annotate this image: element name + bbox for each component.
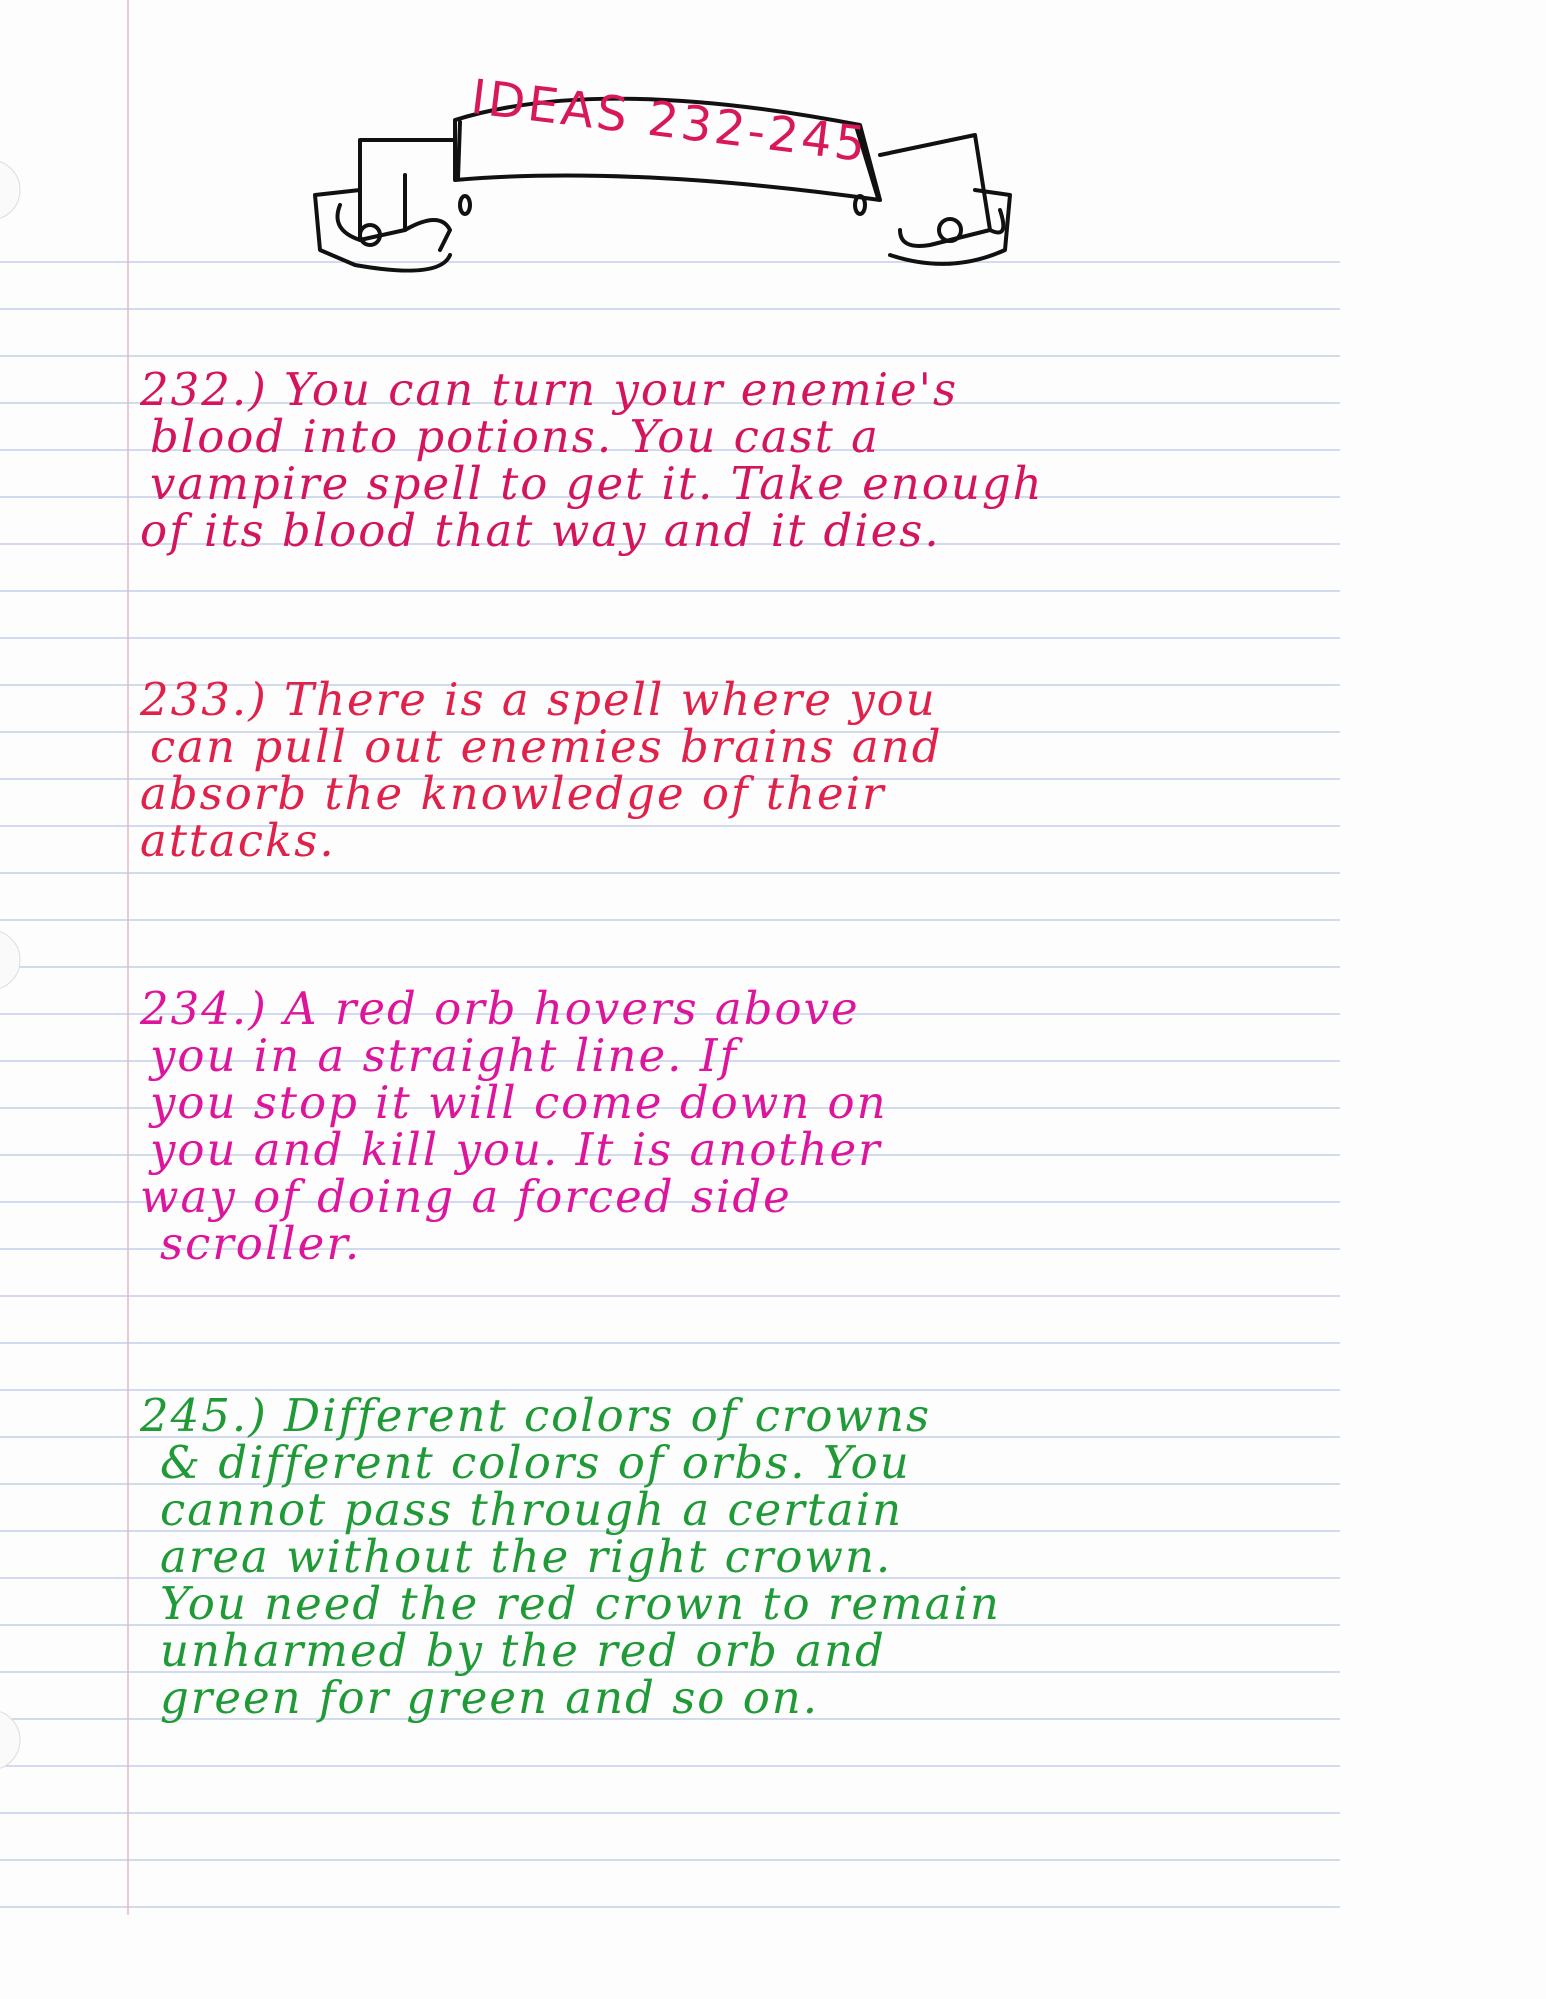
- idea-line: you stop it will come down on: [150, 1076, 888, 1129]
- idea-line: area without the right crown.: [160, 1530, 893, 1583]
- idea-line: 233.) There is a spell where you: [140, 673, 937, 726]
- idea-line: blood into potions. You cast a: [150, 410, 881, 463]
- idea-line: attacks.: [140, 814, 336, 867]
- idea-245: [140, 1389, 1240, 1724]
- idea-line: unharmed by the red orb and: [160, 1624, 886, 1677]
- idea-line: you and kill you. It is another: [150, 1123, 882, 1176]
- idea-line: absorb the knowledge of their: [140, 767, 886, 820]
- idea-line: 232.) You can turn your enemie's: [140, 363, 959, 416]
- idea-line: & different colors of orbs. You: [160, 1436, 911, 1489]
- idea-line: 234.) A red orb hovers above: [140, 982, 860, 1035]
- idea-232: [140, 363, 1240, 557]
- idea-line: scroller.: [160, 1217, 362, 1270]
- page-title: IDEAS 232-245: [468, 69, 872, 174]
- idea-line: of its blood that way and it dies.: [140, 504, 941, 557]
- idea-line: vampire spell to get it. Take enough: [150, 457, 1044, 510]
- idea-line: can pull out enemies brains and: [150, 720, 943, 773]
- idea-line: 245.) Different colors of crowns: [140, 1389, 932, 1442]
- idea-234: [140, 982, 1240, 1270]
- idea-line: green for green and so on.: [160, 1671, 820, 1724]
- idea-line: You need the red crown to remain: [160, 1577, 1001, 1630]
- idea-line: cannot pass through a certain: [160, 1483, 904, 1536]
- idea-line: way of doing a forced side: [140, 1170, 792, 1223]
- idea-233: [140, 673, 1240, 867]
- idea-line: you in a straight line. If: [150, 1029, 739, 1082]
- binder-hole: [0, 160, 20, 220]
- binder-hole: [0, 930, 20, 990]
